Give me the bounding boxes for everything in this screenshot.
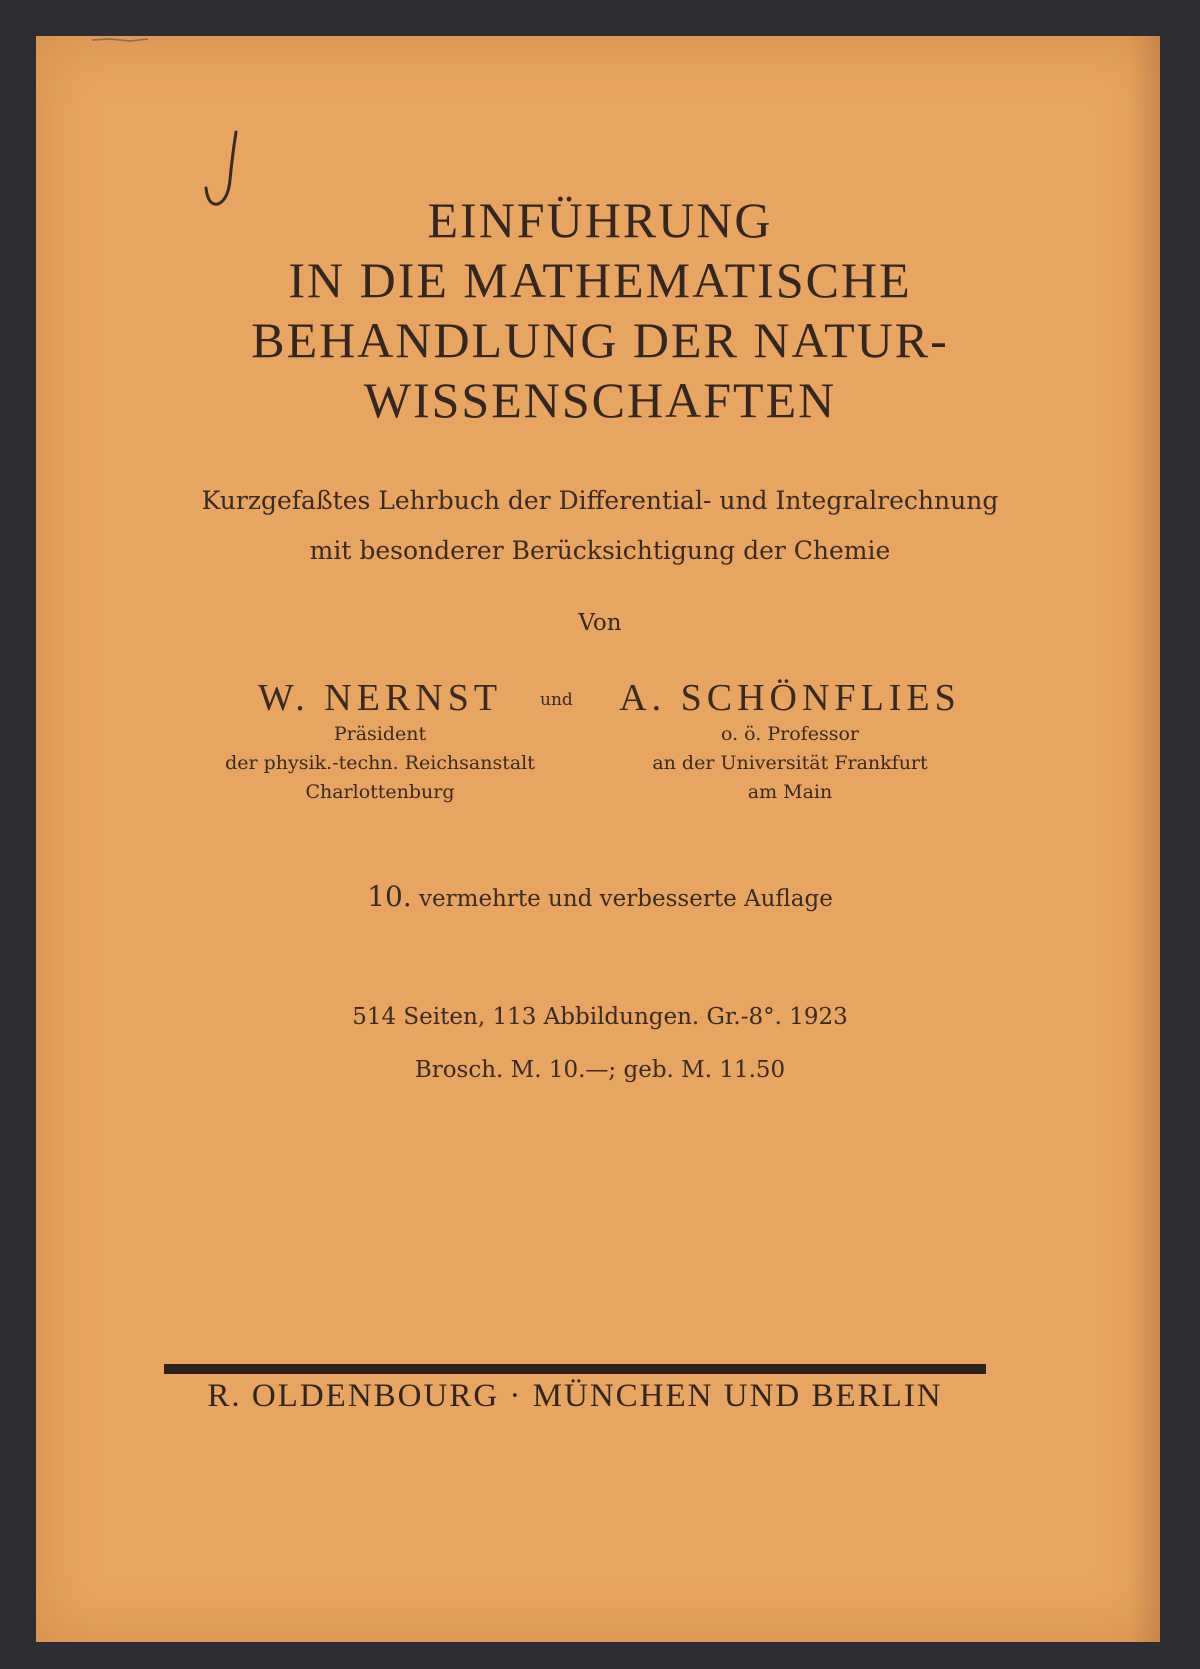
title-line: IN DIE MATHEMATISCHE xyxy=(288,252,912,308)
publisher-imprint: R. OLDENBOURG · MÜNCHEN UND BERLIN xyxy=(207,1378,943,1414)
author-title: o. ö. Professor xyxy=(721,723,859,745)
book-details: 514 Seiten, 113 Abbildungen. Gr.-8°. 1923 xyxy=(352,1004,848,1030)
publisher-rule xyxy=(164,1364,986,1374)
author-conjunction: und xyxy=(540,690,573,710)
by-label: Von xyxy=(578,610,622,636)
author-nernst xyxy=(190,676,570,807)
edition-text: vermehrte und verbesserte Auflage xyxy=(419,886,833,912)
title-line: EINFÜHRUNG xyxy=(427,192,773,248)
book-title xyxy=(0,190,1200,430)
title-line: WISSENSCHAFTEN xyxy=(363,372,837,428)
subtitle-line: mit besonderer Berücksichtigung der Chemie xyxy=(309,536,891,565)
author-affiliation: der physik.-techn. Reichsanstalt xyxy=(225,752,535,774)
author-location: Charlottenburg xyxy=(305,781,455,803)
subtitle-line: Kurzgefaßtes Lehrbuch der Differential- und Integralrechnung xyxy=(201,486,999,515)
author-location: am Main xyxy=(747,781,833,803)
book-price: Brosch. M. 10.—; geb. M. 11.50 xyxy=(414,1057,786,1083)
edition-statement xyxy=(0,880,1200,913)
author-schoenflies xyxy=(600,676,980,807)
author-affiliation: an der Universität Frankfurt xyxy=(652,752,928,774)
author-name: A. SCHÖNFLIES xyxy=(619,677,961,719)
author-title: Präsident xyxy=(333,723,427,745)
edition-number: 10. xyxy=(367,880,412,913)
title-line: BEHANDLUNG DER NATUR- xyxy=(251,312,949,368)
author-name: W. NERNST xyxy=(257,677,503,719)
book-subtitle xyxy=(0,476,1200,576)
paper-tear-mark xyxy=(90,36,150,50)
